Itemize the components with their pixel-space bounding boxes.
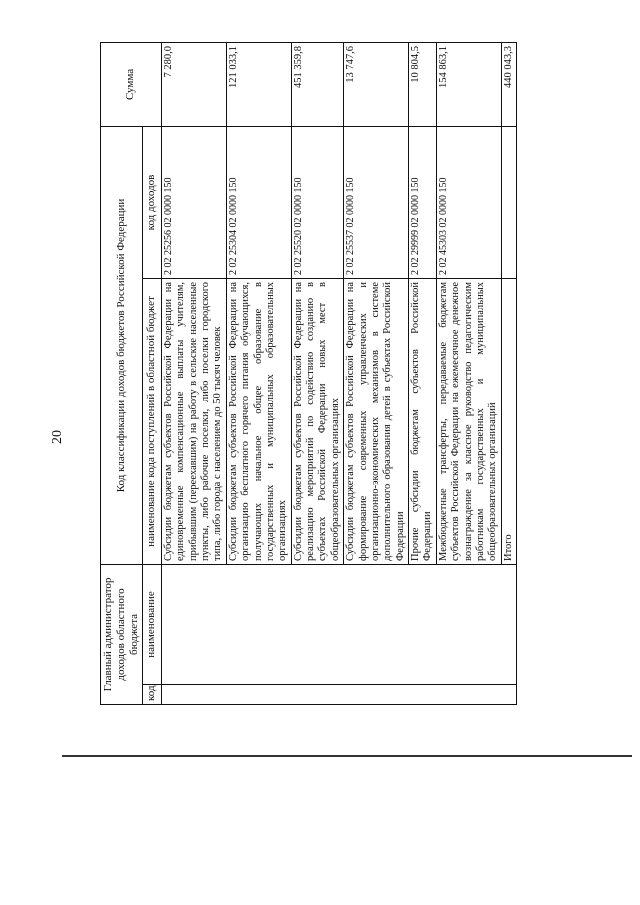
page-number: 20 [50,430,65,444]
col-revenue-name-header: наименование кода поступлений в областной бюджет [142,278,161,564]
row-description: Межбюджетные трансферты, передаваемые бюджетам субъектов Российской Федерации на ежемесячное денежное вознаграждение за классное руководство педагогическим работникам государственных и муниципальных общеобразовательных организаций [436,278,501,564]
admin-code-cell [161,685,516,705]
row-description: Субсидии бюджетам субъектов Российской Федерации на формирование современных управленческих и организационно-экономических механизмов в системе дополнительного образования детей в субъектах Российской Федерации [344,278,409,564]
row-amount: 10 804,5 [409,42,437,126]
row-description: Субсидии бюджетам субъектов Российской Федерации на реализацию мероприятий по содействию созданию в субъектах Российской Федерации новых мест в общеобразовательных организациях [291,278,344,564]
total-code-empty [501,126,516,278]
row-amount: 451 359,8 [291,42,344,126]
row-code: 2 02 45303 02 0000 150 [436,126,501,278]
classification-group-header: Код классификации доходов бюджетов Российской Федерации [101,126,143,564]
admin-group-header: Главный администратор доходов областного бюджета [101,564,143,704]
admin-name-cell [161,564,516,684]
header-row-2 [142,42,161,704]
table-row [161,42,226,704]
budget-table [100,42,517,705]
row-description: Прочие субсидии бюджетам субъектов Российской Федерации [409,278,437,564]
row-amount: 121 033,1 [226,42,291,126]
rotated-table-container [100,43,540,705]
col-admin-name-header: наименование [142,564,161,684]
row-code: 2 02 29999 02 0000 150 [409,126,437,278]
total-label: Итого [501,278,516,564]
col-code-header: код [142,685,161,705]
row-code: 2 02 25520 02 0000 150 [291,126,344,278]
row-code: 2 02 25537 02 0000 150 [344,126,409,278]
row-amount: 13 747,6 [344,42,409,126]
row-code: 2 02 25304 02 0000 150 [226,126,291,278]
bottom-divider [62,755,632,757]
col-revenue-code-header: код доходов [142,126,161,278]
row-description: Субсидии бюджетам субъектов Российской Федерации на организацию бесплатного горячего питания обучающихся, получающих начальное общее образование в государственных и муниципальных образовательных организациях [226,278,291,564]
sum-header: Сумма [101,42,162,126]
row-description: Субсидии бюджетам субъектов Российской Федерации на единовременные компенсационные выплаты учителям, прибывшим (переехавшим) на работу в сельские населенные пункты, либо рабочие поселки, либо поселки городского типа, либо города с населением до 50 тысяч человек [161,278,226,564]
row-amount: 7 280,0 [161,42,226,126]
header-row-1 [101,42,143,704]
row-code: 2 02 25256 02 0000 150 [161,126,226,278]
total-amount: 440 043,3 [501,42,516,126]
row-amount: 154 863,1 [436,42,501,126]
